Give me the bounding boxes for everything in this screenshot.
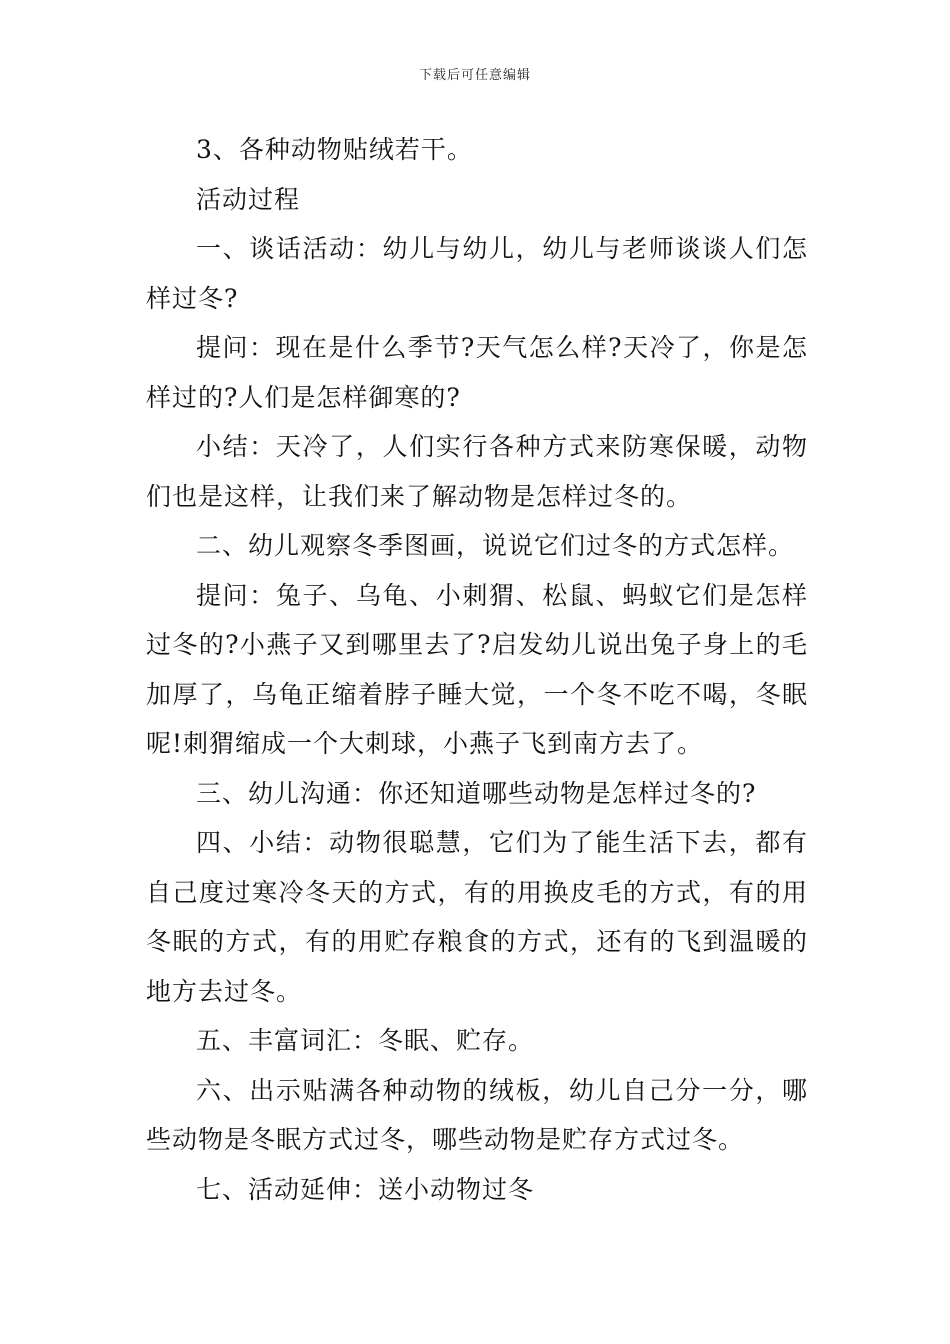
paragraph-step-6: 六、出示贴满各种动物的绒板，幼儿自己分一分，哪些动物是冬眠方式过冬，哪些动物是贮存方式过冬。 — [146, 1075, 808, 1154]
paragraph-step-2: 二、幼儿观察冬季图画，说说它们过冬的方式怎样。 — [196, 531, 795, 560]
paragraph-summary-1: 小结：天冷了，人们实行各种方式来防寒保暖，动物们也是这样，让我们来了解动物是怎样过冬的。 — [146, 432, 808, 511]
paragraph-question-1: 提问：现在是什么季节?天气怎么样?天冷了，你是怎样过的?人们是怎样御寒的? — [146, 333, 808, 412]
paragraph-question-2: 提问：兔子、乌龟、小刺猬、松鼠、蚂蚁它们是怎样过冬的?小燕子又到哪里去了?启发幼儿说出兔子身上的毛加厚了，乌龟正缩着脖子睡大觉，一个冬不吃不喝，冬眠呢!刺猬缩成一个大刺球，小燕子飞到南方去了。 — [146, 580, 808, 758]
paragraph-step-5: 五、丰富词汇：冬眠、贮存。 — [196, 1026, 535, 1055]
paragraph-materials: 3、各种动物贴绒若干。 — [196, 135, 473, 164]
paragraph-step-7: 七、活动延伸：送小动物过冬 — [196, 1174, 535, 1204]
document-body — [146, 125, 808, 1214]
section-heading-activity-process: 活动过程 — [196, 184, 301, 214]
paragraph-step-4: 四、小结：动物很聪慧，它们为了能生活下去，都有自己度过寒冷冬天的方式，有的用换皮毛的方式，有的用冬眠的方式，有的用贮存粮食的方式，还有的飞到温暖的地方去过冬。 — [146, 828, 808, 1006]
paragraph-step-3: 三、幼儿沟通：你还知道哪些动物是怎样过冬的? — [196, 778, 757, 808]
page-header-note: 下载后可任意编辑 — [418, 68, 531, 83]
paragraph-step-1: 一、谈话活动：幼儿与幼儿，幼儿与老师谈谈人们怎样过冬? — [146, 234, 808, 313]
